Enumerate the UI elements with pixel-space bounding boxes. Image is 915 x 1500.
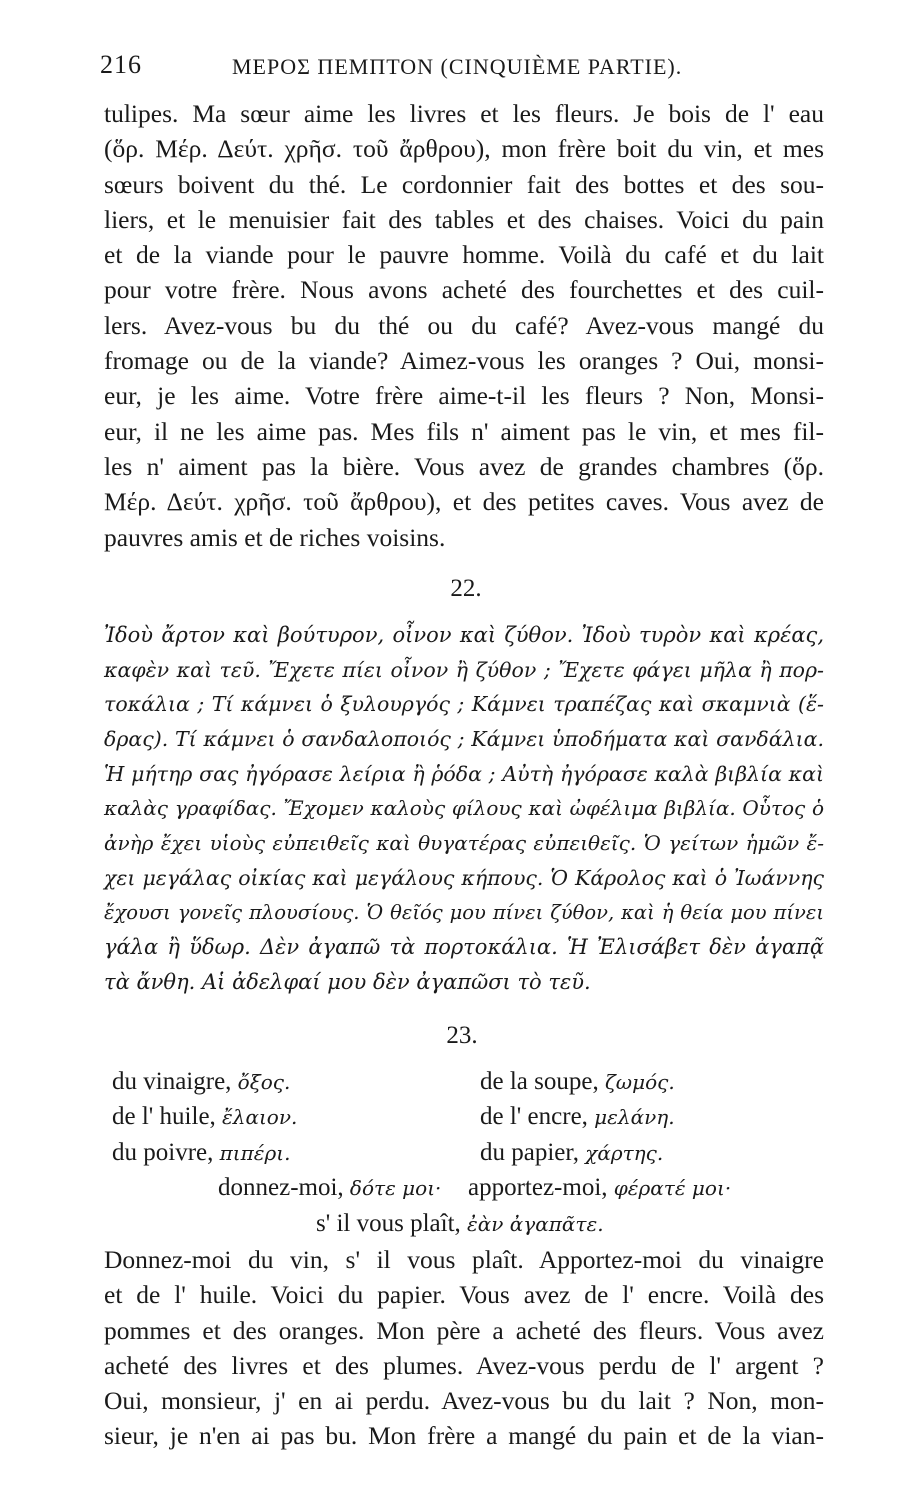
vocab-greek: φέρατέ μοι·	[613, 1176, 732, 1200]
section-number-22: 22.	[450, 575, 482, 602]
paragraph-french-exercise-23	[104, 1242, 824, 1454]
vocab-french: de l' encre,	[480, 1103, 588, 1130]
text-line: χει μεγάλας οἰκίας καὶ μεγάλους κήπους. Ὁ Κάρολος καὶ ὁ Ἰωάννης	[104, 865, 824, 890]
text-line: Donnez-moi du vin, s' il vous plaît. Apportez-moi du vinaigre	[104, 1245, 824, 1274]
text-line: pour votre frère. Nous avons acheté des fourchettes et des cuil-	[104, 275, 824, 305]
text-line: et de la viande pour le pauvre homme. Voilà du café et du lait	[104, 240, 824, 270]
text-line: eur, je les aime. Votre frère aime-t-il les fleurs ? Non, Monsi-	[104, 381, 824, 411]
text-line: fromage ou de la viande? Aimez-vous les oranges ? Oui, monsi-	[104, 346, 824, 376]
text-line: Ἰδοὺ ἄρτον καὶ βούτυρον, οἶνον καὶ ζύθον. Ἰδοὺ τυρὸν καὶ κρέας,	[104, 623, 824, 647]
vocab-entry	[112, 1066, 290, 1098]
text-line: τὰ ἄνθη. Αἱ ἀδελφαί μου δὲν ἀγαπῶσι τὸ τεῦ.	[104, 969, 591, 994]
vocab-entry	[480, 1066, 675, 1098]
vocab-french: de l' huile,	[112, 1103, 216, 1130]
vocab-greek: χάρτης.	[585, 1141, 664, 1165]
vocab-entry	[480, 1137, 663, 1169]
vocab-greek: ἐὰν ἀγαπᾶτε.	[467, 1212, 604, 1236]
text-line: Μέρ. Δεύτ. χρῆσ. τοῦ ἄρθρου), et des petites caves. Vous avez de	[104, 487, 824, 517]
vocab-greek: δότε μοι·	[349, 1176, 442, 1200]
vocab-entry	[480, 1101, 675, 1133]
text-line: δρας). Τί κάμνει ὁ σανδαλοποιός ; Κάμνει ὑποδήματα καὶ σανδάλια.	[104, 727, 824, 752]
text-line: καφὲν καὶ τεῦ. Ἔχετε πίει οἶνον ἢ ζύθον ; Ἔχετε φάγει μῆλα ἢ πορ-	[104, 657, 824, 682]
text-line: eur, il ne les aime pas. Mes fils n' aiment pas le vin, et mes fil-	[104, 416, 824, 446]
text-line: τοκάλια ; Τί κάμνει ὁ ξυλουργός ; Κάμνει τραπέζας καὶ σκαμνιὰ (ἕ-	[104, 692, 824, 717]
page-header	[100, 50, 840, 90]
vocab-greek: ἔλαιον.	[222, 1105, 298, 1129]
text-line: γάλα ἢ ὕδωρ. Δὲν ἀγαπῶ τὰ πορτοκάλια. Ἡ Ἐλισάβετ δὲν ἀγαπᾷ	[104, 935, 824, 960]
vocab-greek: μελάνη.	[594, 1105, 675, 1129]
text-line: sieur, je n'en ai pas bu. Mon frère a mangé du pain et de la vian-	[104, 1421, 824, 1451]
text-line: les n' aiment pas la bière. Vous avez de grandes chambres (ὅρ.	[104, 451, 824, 481]
section-number-23: 23.	[446, 1022, 478, 1049]
running-title: ΜΕΡΟΣ ΠΕΜΠΤΟΝ (CINQUIÈME PARTIE).	[232, 54, 683, 79]
text-line: pommes et des oranges. Mon père a acheté des fleurs. Vous avez	[104, 1315, 824, 1345]
vocab-greek: ζωμός.	[604, 1070, 675, 1094]
vocab-french: du papier,	[480, 1139, 579, 1166]
text-line: καλὰς γραφίδας. Ἔχομεν καλοὺς φίλους καὶ ὠφέλιμα βιβλία. Οὗτος ὁ	[104, 796, 824, 821]
text-line: ἀνὴρ ἔχει υἱοὺς εὐπειθεῖς καὶ θυγατέρας εὐπειθεῖς. Ὁ γείτων ἡμῶν ἔ-	[104, 831, 824, 856]
vocab-french: du vinaigre,	[112, 1068, 232, 1095]
text-line: liers, et le menuisier fait des tables et des chaises. Voici du pain	[104, 204, 824, 234]
vocab-entry	[316, 1208, 604, 1240]
vocab-entry	[468, 1172, 731, 1204]
text-line: tulipes. Ma sœur aime les livres et les fleurs. Je bois de l' eau	[104, 99, 824, 128]
vocab-french: du poivre,	[112, 1139, 214, 1166]
text-line: ἔχουσι γονεῖς πλουσίους. Ὁ θεῖός μου πίνει ζύθον, καὶ ἡ θεία μου πίνει	[104, 900, 824, 924]
vocab-greek: ὄξος.	[237, 1070, 291, 1094]
vocab-entry	[112, 1101, 297, 1133]
vocab-greek: πιπέρι.	[219, 1141, 291, 1165]
page-number: 216	[100, 50, 142, 79]
text-line: Oui, monsieur, j' en ai perdu. Avez-vous bu du lait ? Non, mon-	[104, 1386, 824, 1416]
vocab-french: s' il vous plaît,	[316, 1210, 461, 1237]
vocab-french: apportez-moi,	[468, 1174, 608, 1201]
text-line: pauvres amis et de riches voisins.	[104, 522, 446, 552]
paragraph-french-exercise	[104, 96, 824, 555]
vocab-french: de la soupe,	[480, 1068, 599, 1095]
text-line: Ἡ μήτηρ σας ἠγόρασε λείρια ἢ ῥόδα ; Αὐτὴ ἠγόρασε καλὰ βιβλία καὶ	[104, 761, 824, 786]
text-line: lers. Avez-vous bu du thé ou du café? Avez-vous mangé du	[104, 310, 824, 340]
paragraph-greek-exercise	[104, 618, 824, 1000]
text-line: sœurs boivent du thé. Le cordonnier fait des bottes et des sou-	[104, 169, 824, 199]
vocab-french: donnez-moi,	[218, 1174, 344, 1201]
text-line: (ὅρ. Μέρ. Δεύτ. χρῆσ. τοῦ ἄρθρου), mon frère boit du vin, et mes	[104, 134, 824, 164]
text-line: acheté des livres et des plumes. Avez-vous perdu de l' argent ?	[104, 1350, 824, 1380]
vocab-entry	[218, 1172, 441, 1204]
text-line: et de l' huile. Voici du papier. Vous avez de l' encre. Voilà des	[104, 1280, 824, 1310]
vocab-entry	[112, 1137, 290, 1169]
